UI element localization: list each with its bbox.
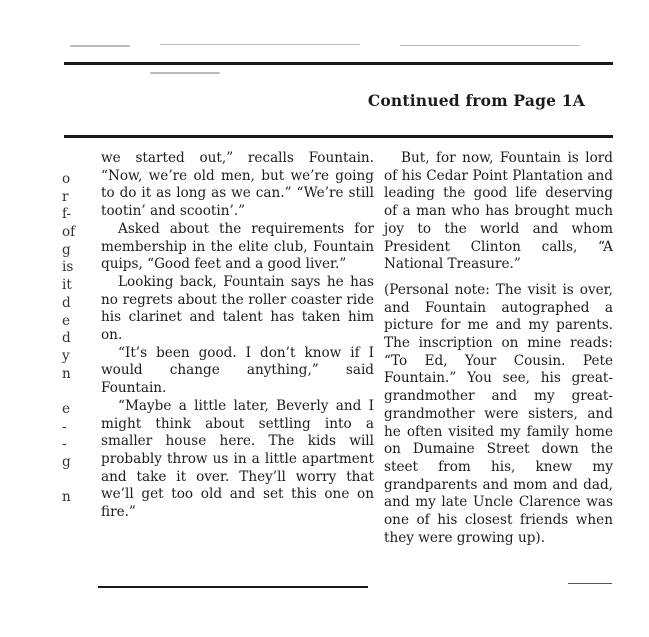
paragraph: “It’s been good. I don’t know if I would change anything,” said Fountain.: [101, 344, 374, 397]
cut-column-fragment: e: [62, 312, 71, 329]
article-column-right: [384, 150, 613, 547]
continued-header: Continued from Page 1A: [367, 91, 585, 110]
paragraph: Looking back, Fountain says he has no regrets about the roller coaster ride his clarinet and talent has taken him on.: [101, 273, 374, 344]
cut-column-fragment: e: [62, 400, 71, 417]
cut-column-fragment: -: [62, 436, 67, 453]
cut-column-fragment: of: [62, 224, 76, 241]
cut-column-fragment: o: [62, 171, 71, 187]
cut-column-fragment: n: [62, 489, 71, 506]
scan-noise: [70, 45, 130, 47]
paragraph: we started out,” recalls Fountain. “Now, we’re old men, but we’re going to do it as long as we can.” “We’re still tootin’ and scootin’.”: [101, 150, 374, 220]
cut-column-fragment: y: [62, 347, 70, 364]
paragraph: “Maybe a little later, Beverly and I might think about settling into a smaller house here. The kids will probably throw us in a little apartment and take it over. They’ll worry that we’ll get too old and set this one on fire.”: [101, 397, 374, 521]
cut-column-fragment: -: [62, 418, 67, 435]
bottom-rule: [98, 586, 368, 588]
cut-column-fragment: n: [62, 365, 71, 382]
cut-column-fragment: is: [62, 259, 74, 276]
cut-column-fragment: g: [62, 454, 71, 470]
paragraph: But, for now, Fountain is lord of his Cedar Point Plantation and leading the good life deserving of a man who has brought much joy to the world and whom President Clinton calls, “A National Treasure.”: [384, 150, 613, 273]
cut-column-fragment: [62, 383, 76, 401]
cut-column-fragment: f-: [62, 206, 72, 223]
scan-noise: [150, 72, 220, 74]
cut-column-fragment: g: [62, 241, 71, 258]
top-rule: [64, 62, 613, 65]
article-column-left: [101, 150, 374, 522]
cut-column-fragment: d: [62, 294, 71, 311]
bottom-rule-right: [568, 583, 612, 584]
cut-column-fragment: d: [62, 330, 71, 347]
cut-column-fragment: r: [62, 188, 69, 205]
scan-noise: [160, 44, 360, 45]
cut-column-fragment: it: [62, 277, 72, 294]
cut-column-fragment: [62, 472, 76, 490]
cut-off-column: [62, 171, 76, 507]
header-rule: [64, 135, 613, 138]
personal-note: (Personal note: The visit is over, and Fountain autographed a picture for me and my parents. The inscription on mine reads: “To Ed, Your Cousin. Pete Fountain.” You see, his great-grandmother and my great-grandmother were sisters, and he often visited my family home on Dumaine Street down the steet from his, knew my grandparents and mom and dad, and my late Uncle Clarence was one of his closest friends when they were growing up).: [384, 281, 613, 546]
paragraph: Asked about the requirements for membership in the elite club, Fountain quips, “Good feet and a good liver.”: [101, 220, 374, 273]
scan-noise: [400, 45, 580, 46]
